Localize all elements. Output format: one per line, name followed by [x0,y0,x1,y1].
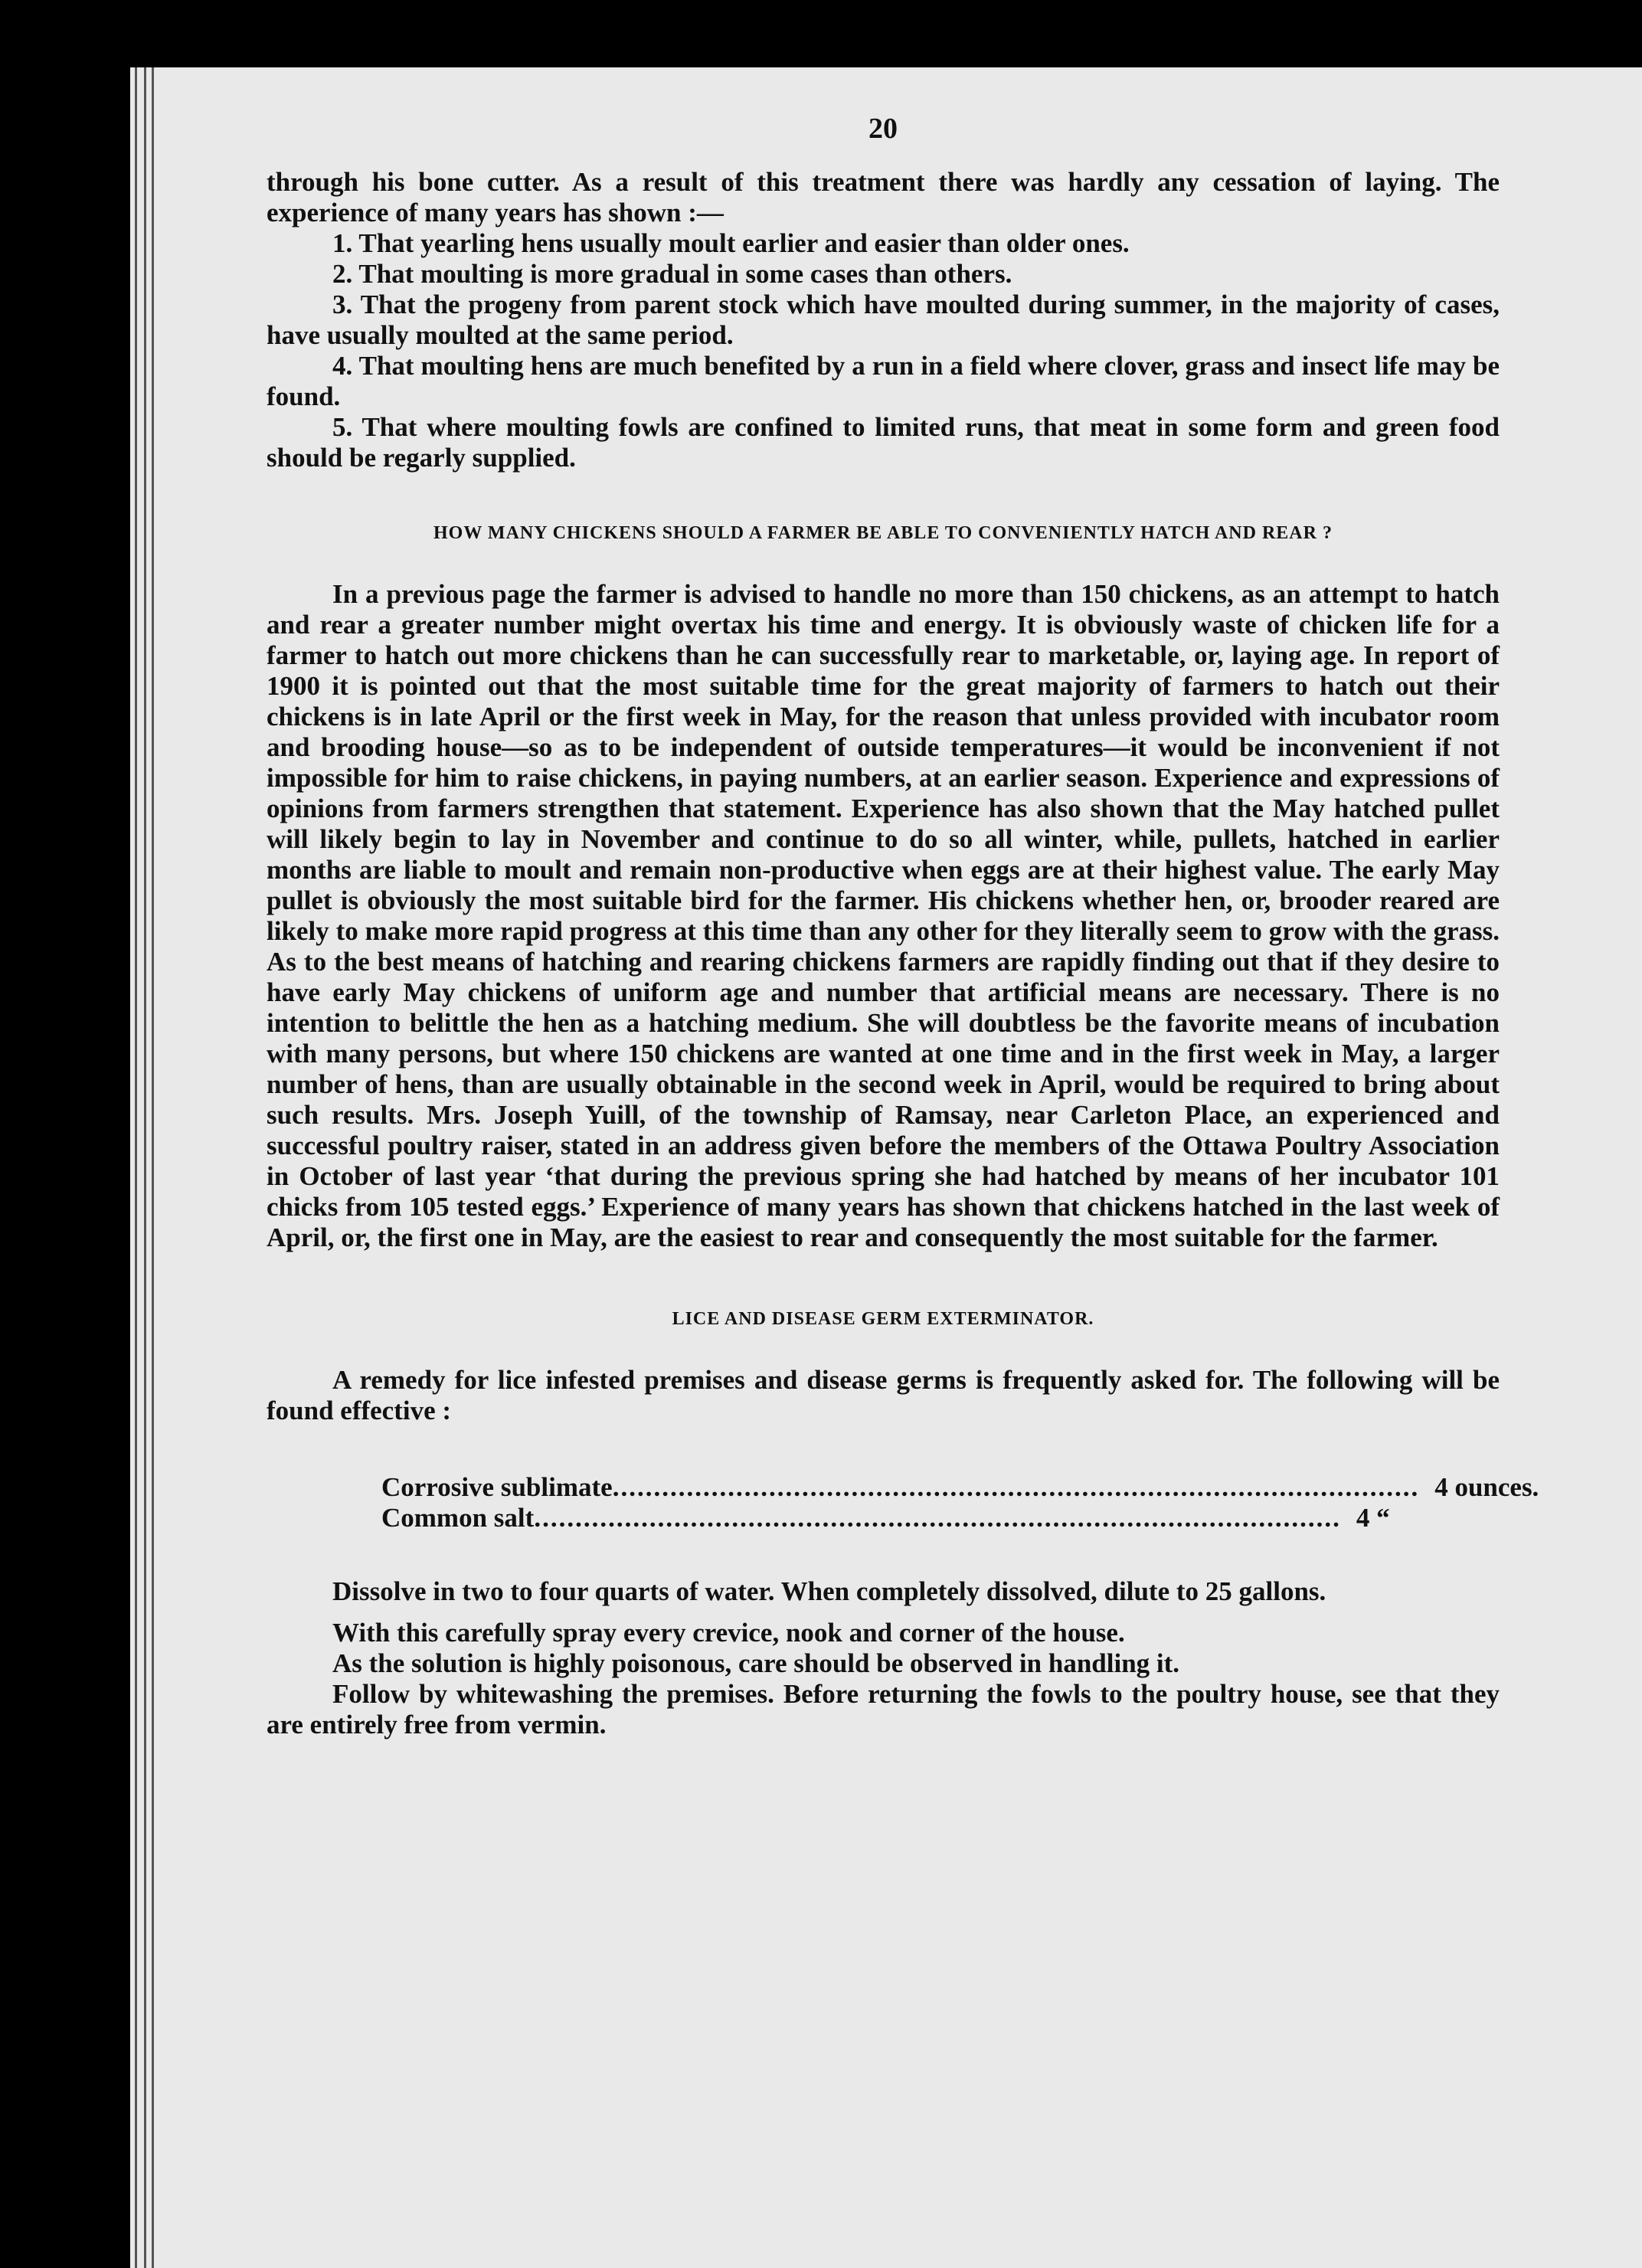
section-heading-chickens: HOW MANY CHICKENS SHOULD A FARMER BE ABLE TO CONVENIENTLY HATCH AND REAR ? [433,523,1333,543]
recipe-table [381,1472,1539,1533]
section-heading-lice: LICE AND DISEASE GERM EXTERMINATOR. [672,1309,1094,1329]
instruction-dissolve: Dissolve in two to four quarts of water. When completely dissolved, dilute to 25 gallons. [332,1576,1326,1606]
page-number: 20 [868,113,898,145]
page-edge [144,67,146,2268]
leader-dots: .................................................................................................. [612,1472,1420,1502]
leader-dots: .................................................................................................. [534,1503,1341,1533]
moulting-point-2: 2. That moulting is more gradual in some cases than others. [332,259,1012,289]
instruction-spray: With this carefully spray every crevice, nook and corner of the house. [332,1618,1125,1648]
ingredient-quantity: 4 “ [1356,1503,1390,1533]
lice-paragraph: A remedy for lice infested premises and disease germs is frequently asked for. The following will be found effective : [267,1365,1500,1425]
ingredient-quantity: 4 ounces. [1434,1472,1539,1502]
scanned-page [130,67,1642,2268]
recipe-row [381,1503,1390,1533]
recipe-row [381,1472,1539,1503]
moulting-point-3: 3. That the progeny from parent stock which have moulted during summer, in the majority of cases, have usually moulted at the same period. [267,290,1500,350]
instruction-caution: As the solution is highly poisonous, care should be observed in handling it. [332,1648,1180,1678]
moulting-point-1: 1. That yearling hens usually moult earlier and easier than older ones. [332,228,1130,258]
ingredient-name: Corrosive sublimate [381,1472,613,1502]
moulting-point-4: 4. That moulting hens are much benefited by a run in a field where clover, grass and insect life may be found. [267,351,1500,411]
page-content [267,113,1539,1740]
page-edge [152,67,154,2268]
ingredient-name: Common salt [381,1503,535,1533]
chickens-paragraph: In a previous page the farmer is advised to handle no more than 150 chickens, as an attempt to hatch and rear a greater number might overtax his time and energy. It is obviously waste of chicken life for a farmer to hatch out more chickens than he can successfully rear to marketable, or, laying age. In report of 1900 it is pointed out that the most suitable time for the great majority of farmers to hatch out their chickens is in late April or the first week in May, for the reason that unless provided with incubator room and brooding house—so as to be independent of outside temperatures—it would be inconvenient if not impossible for him to raise chickens, in paying numbers, at an earlier season. Experience and expressions of opinions from farmers strengthen that statement. Experience has also shown that the May hatched pullet will likely begin to lay in November and continue to do so all winter, while, pullets, hatched in earlier months are liable to moult and remain non-productive when eggs are at their highest value. The early May pullet is obviously the most suitable bird for the farmer. His chickens whether hen, or, brooder reared are likely to make more rapid progress at this time than any other for they literally seem to grow with the grass. As to the best means of hatching and rearing chickens farmers are rapidly finding out that if they desire to have early May chickens of uniform age and number that artificial means are necessary. There is no intention to belittle the hen as a hatching medium. She will doubtless be the favorite means of incubation with many persons, but where 150 chickens are wanted at one time and in the first week in May, a larger number of hens, than are usually obtainable in the second week in April, would be required to bring about such results. Mrs. Joseph Yuill, of the township of Ramsay, near Carleton Place, an experienced and successful poultry raiser, stated in an address given before the members of the Ottawa Poultry Association in October of last year ‘that during the previous spring she had hatched by means of her incubator 101 chicks from 105 tested eggs.’ Experience of many years has shown that chickens hatched in the last week of April, or, the first one in May, are the easiest to rear and consequently the most suitable for the farmer. [267,579,1500,1252]
instruction-whitewash: Follow by whitewashing the premises. Before returning the fowls to the poultry house, see that they are entirely free from vermin. [267,1679,1500,1739]
page-edge [135,67,137,2268]
intro-paragraph: through his bone cutter. As a result of this treatment there was hardly any cessation of laying. The experience of many years has shown :— [267,167,1500,227]
moulting-point-5: 5. That where moulting fowls are confined to limited runs, that meat in some form and green food should be regarly supplied. [267,412,1500,473]
